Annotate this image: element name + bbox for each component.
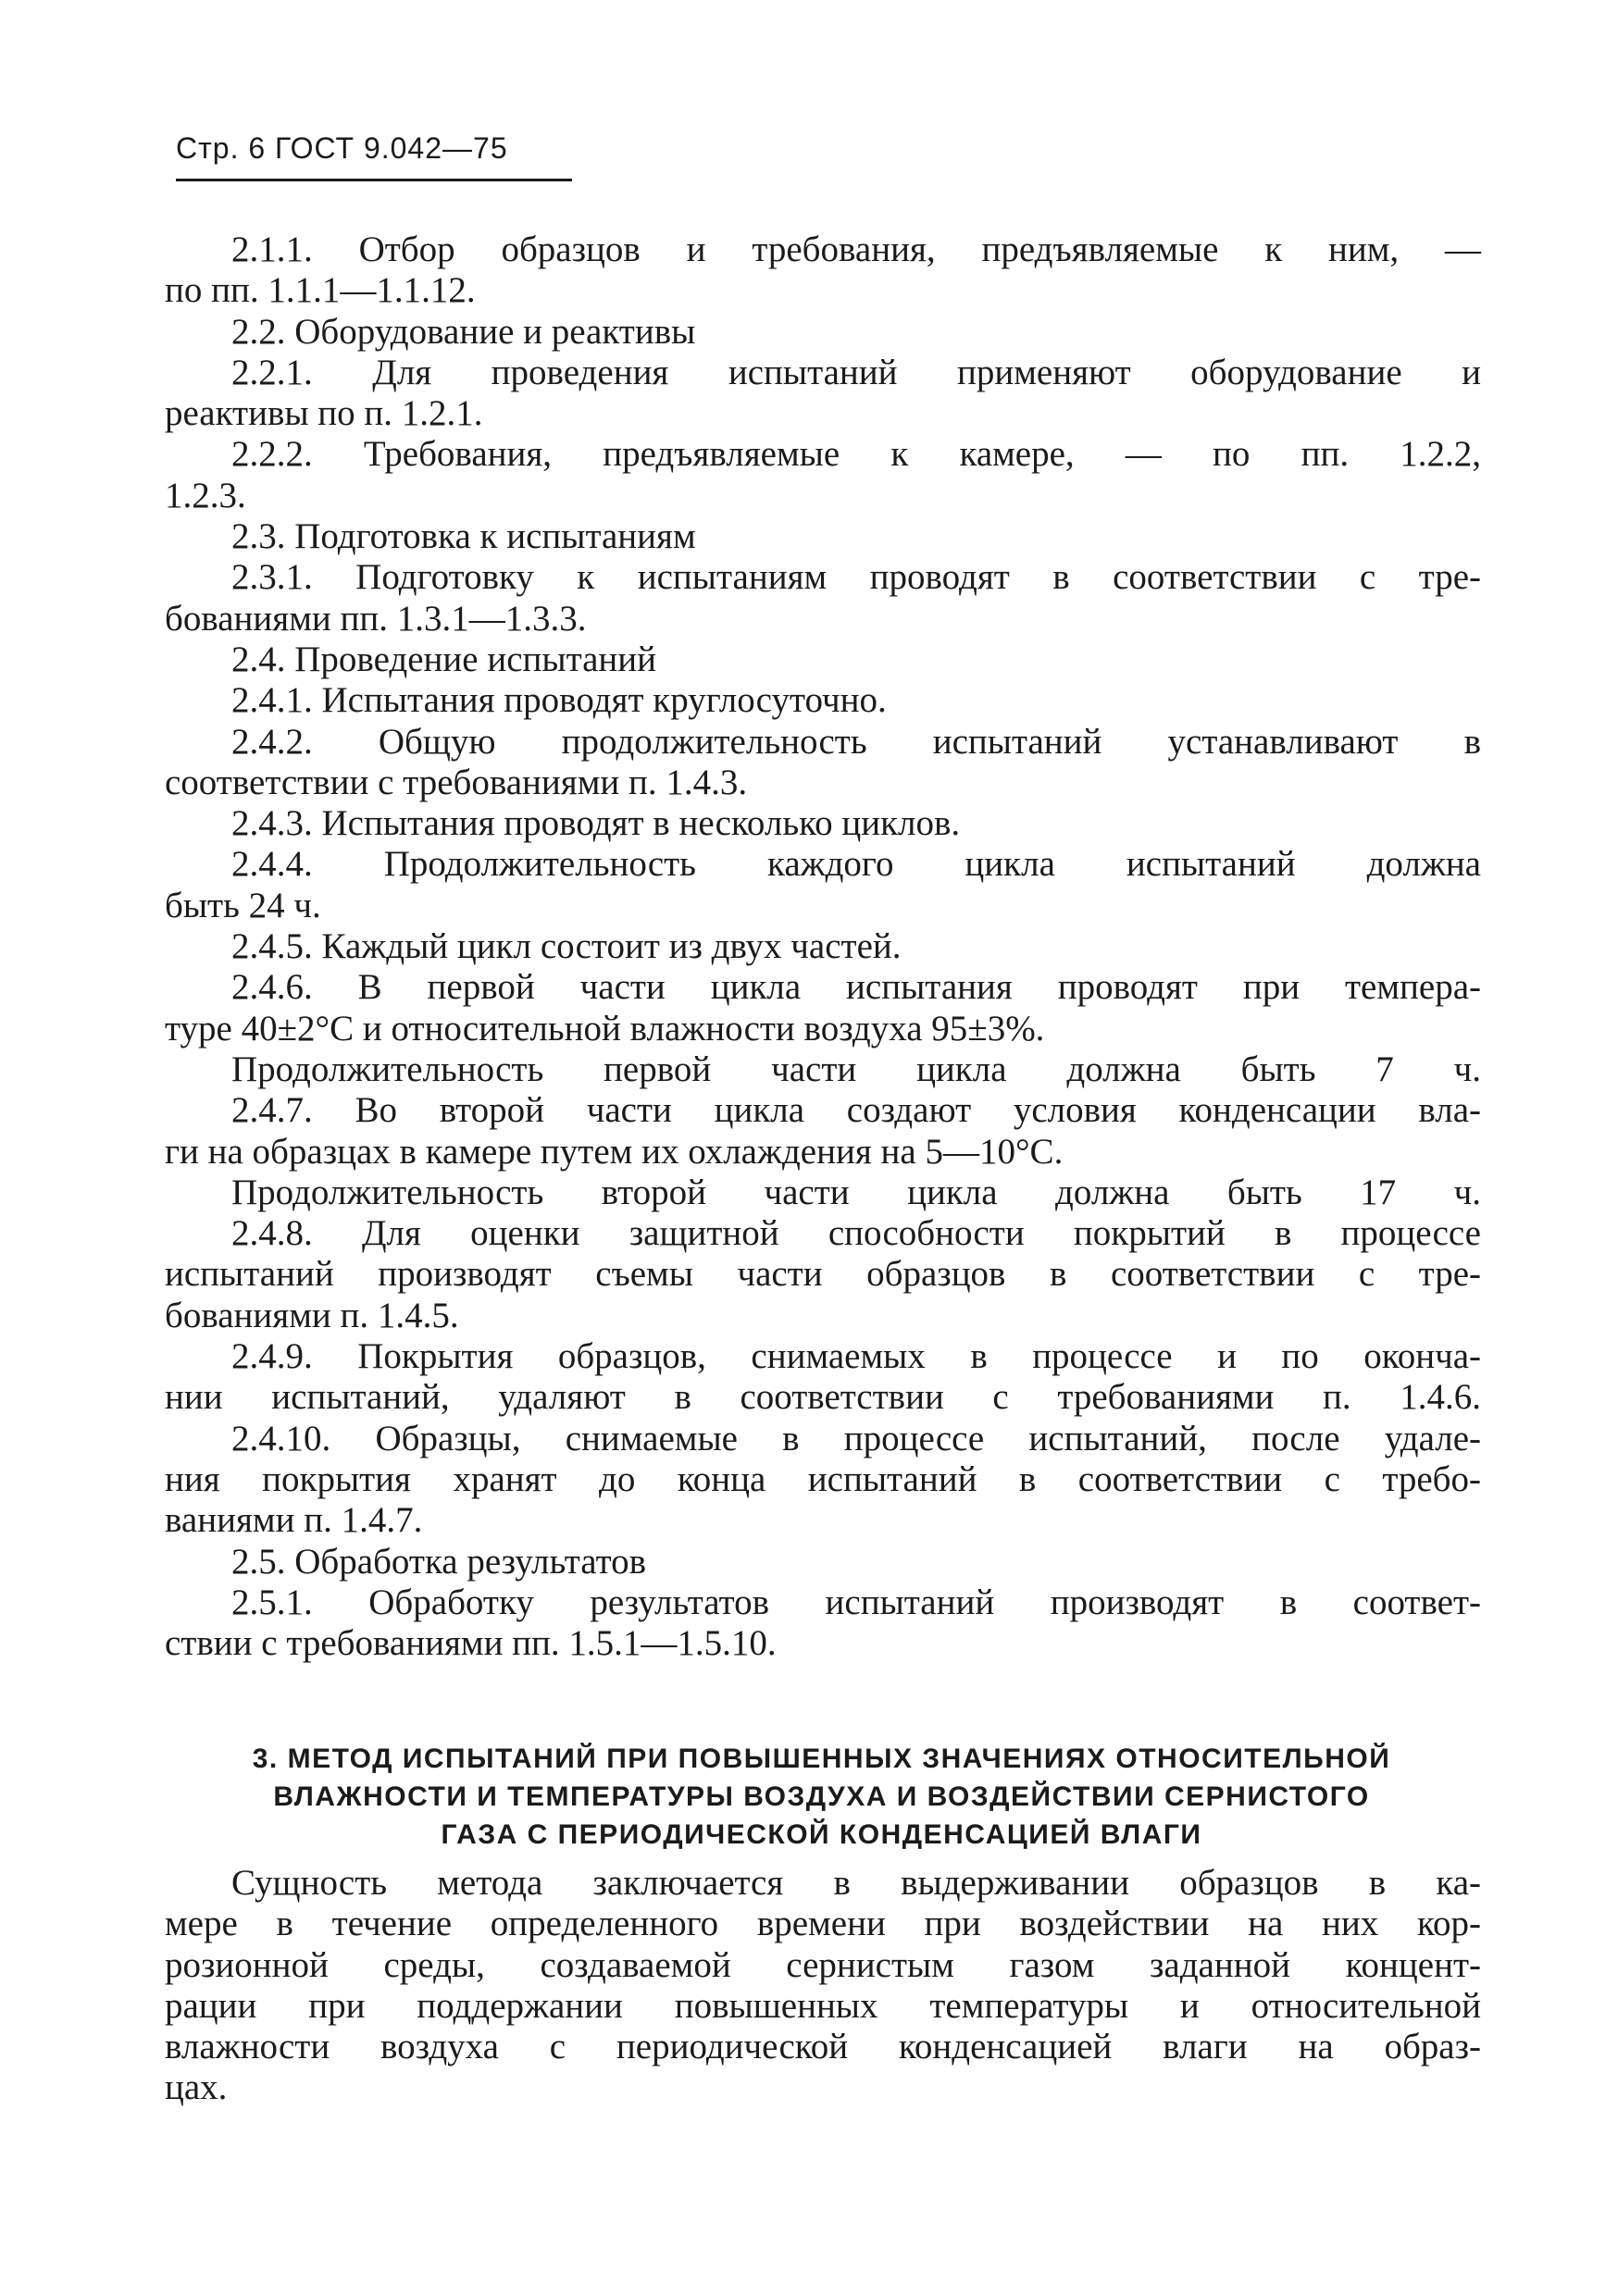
text-line: 2.4.3. Испытания проводят в несколько циклов. — [231, 803, 961, 844]
text-line: 2.4.9. Покрытия образцов, снимаемых в процессе и по оконча- — [231, 1336, 1481, 1377]
page-header: Стр. 6 ГОСТ 9.042—75 — [176, 131, 508, 165]
section-3-title — [199, 1740, 1444, 1854]
text-line: бованиями п. 1.4.5. — [165, 1295, 459, 1335]
text-line: Продолжительность первой части цикла должна быть 7 ч. — [231, 1049, 1481, 1089]
text-line: бованиями пп. 1.3.1—1.3.3. — [165, 598, 587, 639]
text-line: 2.2. Оборудование и реактивы — [231, 311, 696, 352]
header-rule — [176, 179, 572, 181]
text-line: 2.3.1. Подготовку к испытаниям проводят в соответствии с тре- — [231, 557, 1481, 598]
text-line: испытаний производят съемы части образцов в соответствии с тре- — [165, 1254, 1481, 1295]
text-line: 2.4.4. Продолжительность каждого цикла испытаний должна — [231, 844, 1481, 885]
text-line: туре 40±2°С и относительной влажности воздуха 95±3%. — [165, 1008, 1045, 1049]
text-line: 2.4.1. Испытания проводят круглосуточно. — [231, 680, 887, 721]
section-title-line: 3. МЕТОД ИСПЫТАНИЙ ПРИ ПОВЫШЕННЫХ ЗНАЧЕНИЯХ ОТНОСИТЕЛЬНОЙ — [252, 1744, 1391, 1774]
section-2-text — [165, 230, 1481, 1664]
text-line: ваниями п. 1.4.7. — [165, 1500, 423, 1541]
text-line: по пп. 1.1.1—1.1.12. — [165, 270, 476, 311]
section-title-line: ГАЗА С ПЕРИОДИЧЕСКОЙ КОНДЕНСАЦИЕЙ ВЛАГИ — [441, 1819, 1202, 1850]
text-line: 2.4.2. Общую продолжительность испытаний устанавливают в — [231, 721, 1481, 762]
text-line: Продолжительность второй части цикла должна быть 17 ч. — [231, 1172, 1481, 1212]
text-line: 2.4.6. В первой части цикла испытания проводят при темпера- — [231, 967, 1481, 1008]
text-line: 2.4.5. Каждый цикл состоит из двух частей. — [231, 926, 902, 967]
text-line: рации при поддержании повышенных температуры и относительной — [165, 1985, 1481, 2026]
text-line: 2.1.1. Отбор образцов и требования, предъявляемые к ним, — — [231, 230, 1481, 269]
text-line: ги на образцах в камере путем их охлаждения на 5—10°С. — [165, 1131, 1064, 1172]
text-line: соответствии с требованиями п. 1.4.3. — [165, 762, 748, 802]
text-line: влажности воздуха с периодической конденсацией влаги на образ- — [165, 2027, 1481, 2067]
text-line: быть 24 ч. — [165, 885, 321, 925]
text-line: 2.5. Обработка результатов — [231, 1541, 647, 1582]
text-line: цах. — [165, 2067, 228, 2108]
text-line: 2.4.10. Образцы, снимаемые в процессе испытаний, после удале- — [231, 1418, 1481, 1458]
text-line: 2.2.2. Требования, предъявляемые к камере, — по пп. 1.2.2, — [231, 434, 1481, 475]
text-line: ния покрытия хранят до конца испытаний в соответствии с требо- — [165, 1458, 1481, 1499]
text-line: ствии с требованиями пп. 1.5.1—1.5.10. — [165, 1623, 777, 1664]
text-line: 2.4.7. Во второй части цикла создают условия конденсации вла- — [231, 1090, 1481, 1131]
text-line: Сущность метода заключается в выдерживании образцов в ка- — [231, 1863, 1481, 1903]
text-line: 2.2.1. Для проведения испытаний применяют оборудование и — [231, 352, 1481, 392]
text-line: реактивы по п. 1.2.1. — [165, 393, 483, 434]
text-line: 2.4.8. Для оценки защитной способности покрытий в процессе — [231, 1213, 1481, 1254]
text-line: 2.5.1. Обработку результатов испытаний производят в соответ- — [231, 1582, 1481, 1622]
text-line: нии испытаний, удаляют в соответствии с требованиями п. 1.4.6. — [165, 1377, 1481, 1418]
text-line: розионной среды, создаваемой сернистым газом заданной концент- — [165, 1944, 1481, 1985]
text-line: 2.4. Проведение испытаний — [231, 639, 657, 679]
text-line: мере в течение определенного времени при воздействии на них кор- — [165, 1904, 1481, 1944]
section-3-intro — [165, 1863, 1481, 2109]
section-title-line: ВЛАЖНОСТИ И ТЕМПЕРАТУРЫ ВОЗДУХА И ВОЗДЕЙСТВИИ СЕРНИСТОГО — [273, 1781, 1370, 1812]
text-line: 2.3. Подготовка к испытаниям — [231, 516, 696, 557]
text-line: 1.2.3. — [165, 475, 246, 515]
